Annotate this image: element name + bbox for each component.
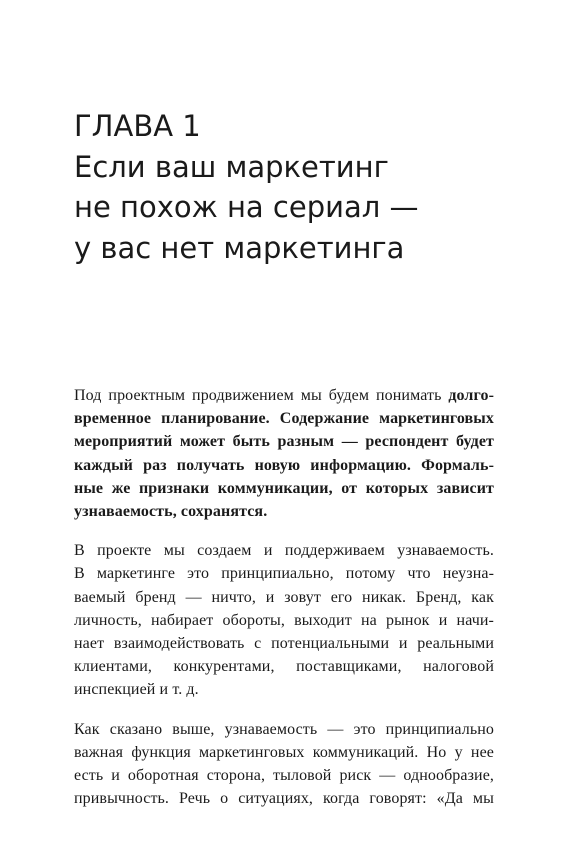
- chapter-title-line-3: у вас нет маркетинга: [74, 230, 405, 265]
- text-line: [74, 718, 494, 741]
- paragraph: [74, 384, 494, 523]
- text-line: [74, 477, 494, 500]
- text-line: [74, 430, 494, 453]
- text-span: привычность. Речь о ситуациях, когда говорят: «Да мы: [74, 790, 494, 808]
- text-span: ваемый бренд — ничто, и зовут его никак. Бренд, как: [74, 588, 494, 606]
- chapter-heading: [74, 106, 514, 268]
- text-line: [74, 454, 494, 477]
- text-span: В проекте мы создаем и поддерживаем узнаваемость.: [74, 542, 494, 560]
- text-line: [74, 539, 494, 562]
- text-span: важная функция маркетинговых коммуникаций. Но у нее: [74, 743, 494, 761]
- text-span: инспекцией и т. д.: [74, 681, 199, 699]
- text-line: [74, 500, 494, 523]
- text-span: личность, набирает обороты, выходит на рынок и начи-: [74, 611, 494, 629]
- text-line: [74, 632, 494, 655]
- text-span: клиентами, конкурентами, поставщиками, налоговой: [74, 658, 494, 676]
- bold-text: каждый раз получать новую информацию. Формаль-: [74, 456, 494, 474]
- chapter-title-line-2: не похож на сериал —: [74, 190, 419, 224]
- text-line: [74, 764, 494, 787]
- text-line: [74, 655, 494, 678]
- paragraph: [74, 718, 494, 811]
- text-line: [74, 407, 494, 430]
- text-span: есть и оборотная сторона, тыловой риск — однообразие,: [74, 767, 494, 785]
- text-span: нает взаимодействовать с потенциальными и реальными: [74, 635, 494, 653]
- chapter-label: ГЛАВА 1: [74, 109, 201, 143]
- bold-text: временное планирование. Содержание маркетинговых: [74, 410, 494, 428]
- text-line: [74, 562, 494, 585]
- bold-text: узнаваемость, сохранятся.: [74, 503, 268, 521]
- text-line: [74, 384, 494, 407]
- text-line: [74, 787, 494, 810]
- text-span: Под проектным продвижением мы будем понимать: [74, 387, 449, 404]
- text-line: [74, 586, 494, 609]
- text-line: [74, 609, 494, 632]
- text-line: [74, 741, 494, 764]
- bold-text: мероприятий может быть разным — респондент будет: [74, 433, 494, 451]
- text-line: [74, 678, 494, 701]
- bold-text: ные же признаки коммуникации, от которых зависит: [74, 479, 494, 497]
- body-text: [74, 384, 494, 826]
- chapter-title-line-1: Если ваш маркетинг: [74, 149, 389, 184]
- paragraph: [74, 539, 494, 701]
- text-span: Как сказано выше, узнаваемость — это принципиально: [74, 720, 494, 738]
- text-span: В маркетинге это принципиально, потому что неузна-: [74, 565, 494, 583]
- bold-text: долго-: [448, 387, 494, 404]
